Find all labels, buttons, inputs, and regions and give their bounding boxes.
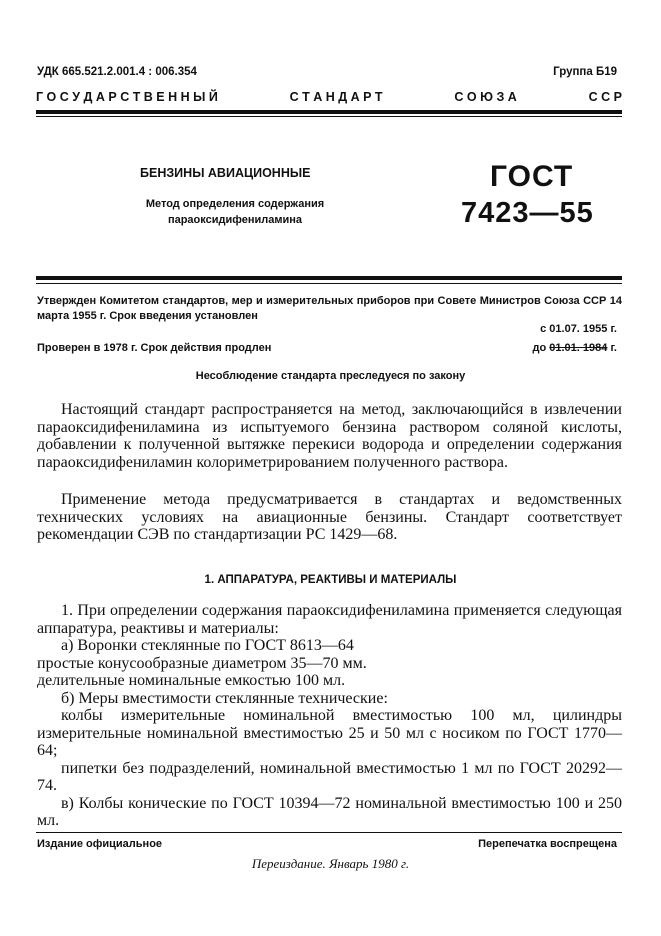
list-item-a: а) Воронки стеклянные по ГОСТ 8613—64 — [61, 637, 354, 654]
list-item-c: в) Колбы конические по ГОСТ 10394—72 номинальной вместимостью 100 и 250 мл. — [37, 794, 622, 829]
list-item-a2: делительные номинальные емкостью 100 мл. — [37, 672, 346, 689]
valid-until-suffix: г. — [610, 342, 617, 354]
banner-word-ussr: С С Р — [588, 90, 622, 104]
valid-until-date — [533, 342, 618, 354]
section-heading: 1. АППАРАТУРА, РЕАКТИВЫ И МАТЕРИАЛЫ — [204, 574, 457, 586]
valid-until-prefix: до — [532, 342, 547, 354]
banner-word-union: С О Ю З А — [454, 90, 517, 104]
title-rule-thin — [36, 283, 622, 284]
subtitle-line-1: Метод определения содержания — [145, 198, 325, 210]
banner-word-state: Г О С У Д А Р С Т В Е Н Н Ы Й — [36, 90, 218, 104]
intro-paragraph-1: Настоящий стандарт распространяется на метод, заключающийся в извлечении параоксидифениламина из испытуемого бензина раствором соляной кислоты, добавлении к полученной вытяжке перекиси водорода и определении содержания параоксидифениламин колориметрированием полученного раствора. — [37, 401, 622, 471]
header-rule-thin — [36, 116, 622, 117]
list-item-b1: колбы измерительные номинальной вместимостью 100 мл, цилиндры измерительные номинальной вместимостью 25 и 50 мл с носиком по ГОСТ 1770—64; — [37, 707, 622, 759]
udk-code: УДК 665.521.2.001.4 : 006.354 — [37, 66, 197, 78]
title-rule-thick — [36, 276, 622, 280]
document-title: БЕНЗИНЫ АВИАЦИОННЫЕ — [140, 166, 311, 180]
banner-word-standard: С Т А Н Д А Р Т — [289, 90, 383, 104]
valid-until-struck-date: 01.01. 1984 — [549, 342, 608, 354]
document-subtitle — [115, 196, 355, 228]
reissue-note: Переиздание. Январь 1980 г. — [251, 856, 410, 871]
clause-1: 1. При определении содержания параоксидифениламина применяется следующая аппаратура, реактивы и материалы: — [37, 602, 622, 637]
gost-label: ГОСТ — [490, 160, 574, 193]
list-item-b: б) Меры вместимости стеклянные технические: — [61, 689, 388, 707]
gost-number: 7423—55 — [461, 197, 594, 229]
state-standard-banner — [36, 90, 622, 104]
valid-from-date: с 01.07. 1955 г. — [540, 323, 617, 335]
checked-statement: Проверен в 1978 г. Срок действия продлен — [37, 342, 272, 354]
apparatus-list — [37, 602, 622, 830]
official-edition-label: Издание официальное — [37, 838, 163, 850]
footer-rule — [36, 832, 622, 833]
penalty-notice: Несоблюдение стандарта преследуеся по закону — [195, 370, 466, 382]
group-code: Группа Б19 — [553, 66, 617, 78]
header-rule-thick — [36, 110, 622, 114]
approval-statement: Утвержден Комитетом стандартов, мер и измерительных приборов при Совете Министров Союза ССР 14 марта 1955 г. Срок введения установлен — [37, 295, 622, 322]
list-item-a1: простые конусообразные диаметром 35—70 мм. — [37, 654, 367, 672]
reprint-prohibited-label: Перепечатка воспрещена — [478, 838, 617, 850]
intro-paragraph-2: Применение метода предусматривается в стандартах и ведомственных технических условиях на авиационные бензины. Стандарт соответствует рекомендации СЭВ по стандартизации РС 1429—68. — [37, 491, 622, 543]
subtitle-line-2: параоксидифениламина — [167, 214, 303, 226]
list-item-b2: пипетки без подразделений, номинальной вместимостью 1 мл по ГОСТ 20292—74. — [37, 759, 622, 794]
